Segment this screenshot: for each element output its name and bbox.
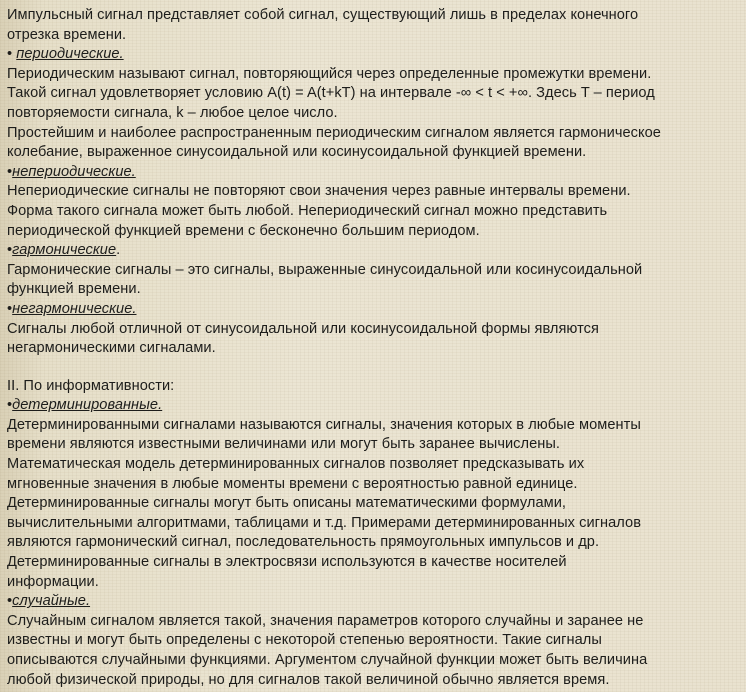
bullet: • [7, 397, 13, 414]
text-line: Детерминированными сигналами называются сигналы, значения которых в любые моменты [7, 416, 641, 433]
list-item-nonperiodic [7, 163, 742, 183]
text-line: Детерминированные сигналы в электросвязи используются в качестве носителей [7, 554, 567, 571]
text-line: периодической функцией времени с бесконечно большим периодом. [7, 222, 480, 239]
heading-number: II. [7, 377, 24, 394]
heading-colon: : [170, 377, 175, 394]
text-line: Случайным сигналом является такой, значения параметров которого случайны и заранее не [7, 612, 644, 629]
text-line: Гармонические сигналы – это сигналы, выраженные синусоидальной или косинусоидальной [7, 261, 643, 278]
list-item-periodic [7, 45, 742, 65]
bullet: • [7, 300, 13, 317]
text-line: Детерминированные сигналы могут быть описаны математическими формулами, [7, 495, 567, 512]
text-line: мгновенные значения в любые моменты времени с вероятностью равной единице. [7, 475, 578, 492]
text-line: Форма такого сигнала может быть любой. Непериодический сигнал можно представить [7, 202, 608, 219]
term-suffix: . [116, 242, 121, 259]
text-line: Непериодические сигналы не повторяют свои значения через равные интервалы времени. [7, 183, 631, 200]
text-line: Такой сигнал удовлетворяет условию A(t) = A(t+kT) на интервале -∞ < t < +∞. Здесь T – период [7, 85, 655, 102]
text-line: функцией времени. [7, 281, 141, 298]
text-line: отрезка времени. [7, 26, 127, 43]
list-item-random [7, 592, 742, 612]
bullet: • [7, 46, 17, 63]
text-line: Импульсный сигнал представляет собой сигнал, существующий лишь в пределах конечного [7, 7, 639, 23]
term-label: детерминированные. [12, 397, 163, 414]
bullet: • [7, 242, 13, 259]
text-line: времени являются известными величинами или могут быть заранее вычислены. [7, 436, 561, 453]
list-item-deterministic [7, 396, 742, 416]
text-line: любой физической природы, но для сигналов такой величиной обычно является время. [7, 671, 610, 688]
text-line: описываются случайными функциями. Аргументом случайной функции может быть величина [7, 652, 648, 668]
text-line: Простейшим и наиболее распространенным периодическим сигналом является гармоническое [7, 124, 661, 141]
list-item-nonharmonic [7, 300, 742, 320]
section-gap [7, 359, 742, 377]
term-label: периодические. [16, 46, 124, 63]
text-line: Периодическим называют сигнал, повторяющийся через определенные промежутки времени. [7, 65, 652, 82]
list-item-harmonic [7, 241, 742, 261]
text-line: известны и могут быть определены с некоторой степенью вероятности. Такие сигналы [7, 632, 602, 649]
text-line: Сигналы любой отличной от синусоидальной или косинусоидальной формы являются [7, 320, 599, 337]
text-line: вычислительными алгоритмами, таблицами и т.д. Примерами детерминированных сигналов [7, 514, 642, 531]
term-label: непериодические. [12, 163, 136, 180]
text-line: являются гармонический сигнал, последовательность прямоугольных импульсов и др. [7, 534, 600, 551]
term-label: гармонические [12, 242, 117, 259]
text-line: повторяемости сигнала, k – любое целое число. [7, 104, 338, 121]
bullet: • [7, 163, 13, 180]
term-label: негармонические. [12, 300, 137, 317]
section-heading [7, 377, 742, 397]
text-line: Математическая модель детерминированных сигналов позволяет предсказывать их [7, 456, 585, 473]
heading-text: По информативности [23, 377, 171, 394]
document-body [7, 6, 742, 690]
text-line: колебание, выраженное синусоидальной или косинусоидальной функцией времени. [7, 144, 587, 161]
bullet: • [7, 593, 13, 610]
text-line: информации. [7, 573, 99, 590]
term-label: случайные. [12, 593, 91, 610]
text-line: негармоническими сигналами. [7, 340, 216, 357]
